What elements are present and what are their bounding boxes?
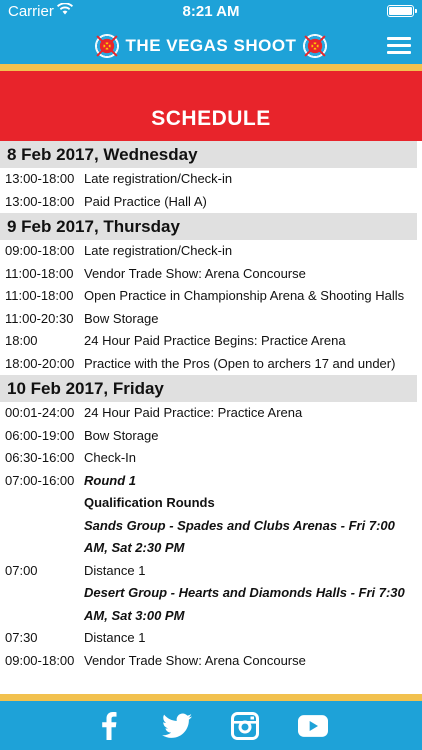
schedule-row: [0, 492, 422, 515]
event-description: Desert Group - Hearts and Diamonds Halls - Fri 7:30 AM, Sat 3:00 PM: [84, 585, 405, 623]
schedule-row: [0, 447, 422, 470]
schedule-row: [0, 263, 422, 286]
social-footer: [0, 701, 422, 750]
event-time: [0, 492, 84, 515]
app-title: THE VEGAS SHOOT: [125, 36, 297, 55]
bottom-accent-stripe: [0, 694, 422, 701]
event-description: Distance 1: [84, 562, 146, 578]
page-title-bar: [0, 71, 422, 141]
target-icon: [304, 35, 326, 57]
schedule-row: [0, 650, 422, 673]
day-header: 9 Feb 2017, Thursday: [0, 213, 417, 240]
brand: [0, 32, 422, 60]
schedule-row: [0, 240, 422, 263]
schedule-list[interactable]: [0, 141, 422, 694]
schedule-row: [0, 168, 422, 191]
event-description: Qualification Rounds: [84, 495, 215, 510]
instagram-icon[interactable]: [230, 711, 260, 741]
schedule-row: [0, 285, 422, 308]
event-description: Open Practice in Championship Arena & Shooting Halls: [84, 288, 405, 303]
twitter-icon[interactable]: [162, 711, 192, 741]
event-description: Late registration/Check-in: [84, 243, 233, 258]
youtube-icon[interactable]: [298, 711, 328, 741]
event-description: Round 1: [84, 472, 136, 488]
schedule-row: [0, 308, 422, 331]
event-time: 06:00-19:00: [5, 427, 75, 443]
event-description: Check-In: [84, 450, 137, 465]
event-description: Vendor Trade Show: Arena Concourse: [84, 652, 306, 668]
event-time: 00:01-24:00: [5, 405, 75, 420]
event-time: 13:00-18:00: [5, 171, 75, 186]
event-description: Practice with the Pros (Open to archers 17 and under): [84, 355, 396, 371]
event-time: 07:00-16:00: [5, 472, 75, 488]
schedule-row: [0, 425, 422, 448]
schedule-row: [0, 515, 422, 560]
status-time: 8:21 AM: [182, 3, 240, 20]
top-accent-stripe: [0, 64, 422, 71]
schedule-row: [0, 582, 422, 627]
event-time: 11:00-18:00: [5, 265, 74, 281]
event-time: 07:30: [5, 630, 38, 645]
event-time: 13:00-18:00: [5, 193, 75, 209]
event-time: [0, 515, 84, 560]
event-description: Late registration/Check-in: [84, 171, 233, 186]
event-time: 06:30-16:00: [5, 450, 75, 465]
schedule-row: [0, 353, 422, 376]
day-header: 8 Feb 2017, Wednesday: [0, 141, 417, 168]
facebook-icon[interactable]: [94, 711, 124, 741]
event-description: Paid Practice (Hall A): [84, 193, 207, 209]
schedule-row: [0, 627, 422, 650]
carrier-label: Carrier: [8, 3, 54, 20]
event-description: Vendor Trade Show: Arena Concourse: [84, 265, 306, 281]
schedule-row: [0, 191, 422, 214]
battery-icon: [387, 5, 414, 17]
schedule-row: [0, 330, 422, 353]
target-icon: [96, 35, 118, 57]
day-header: 10 Feb 2017, Friday: [0, 375, 417, 402]
event-time: 09:00-18:00: [5, 652, 75, 668]
event-time: 18:00: [5, 333, 38, 348]
schedule-row: [0, 560, 422, 583]
schedule-row: [0, 402, 422, 425]
event-description: Bow Storage: [84, 310, 159, 326]
event-time: 18:00-20:00: [5, 355, 75, 371]
schedule-row: [0, 470, 422, 493]
event-description: 24 Hour Paid Practice Begins: Practice Arena: [84, 333, 346, 348]
event-time: 11:00-20:30: [5, 310, 74, 326]
event-description: 24 Hour Paid Practice: Practice Arena: [84, 405, 303, 420]
event-description: Distance 1: [84, 630, 146, 645]
hamburger-menu-icon[interactable]: [387, 37, 411, 55]
event-description: Bow Storage: [84, 427, 159, 443]
event-time: 07:00: [5, 562, 38, 578]
event-time: 09:00-18:00: [5, 243, 75, 258]
event-time: [0, 582, 84, 627]
page-title: SCHEDULE: [151, 107, 271, 130]
status-bar: [0, 0, 422, 22]
event-description: Sands Group - Spades and Clubs Arenas - Fri 7:00 AM, Sat 2:30 PM: [84, 517, 395, 555]
app-header: [0, 0, 422, 64]
event-time: 11:00-18:00: [5, 288, 74, 303]
